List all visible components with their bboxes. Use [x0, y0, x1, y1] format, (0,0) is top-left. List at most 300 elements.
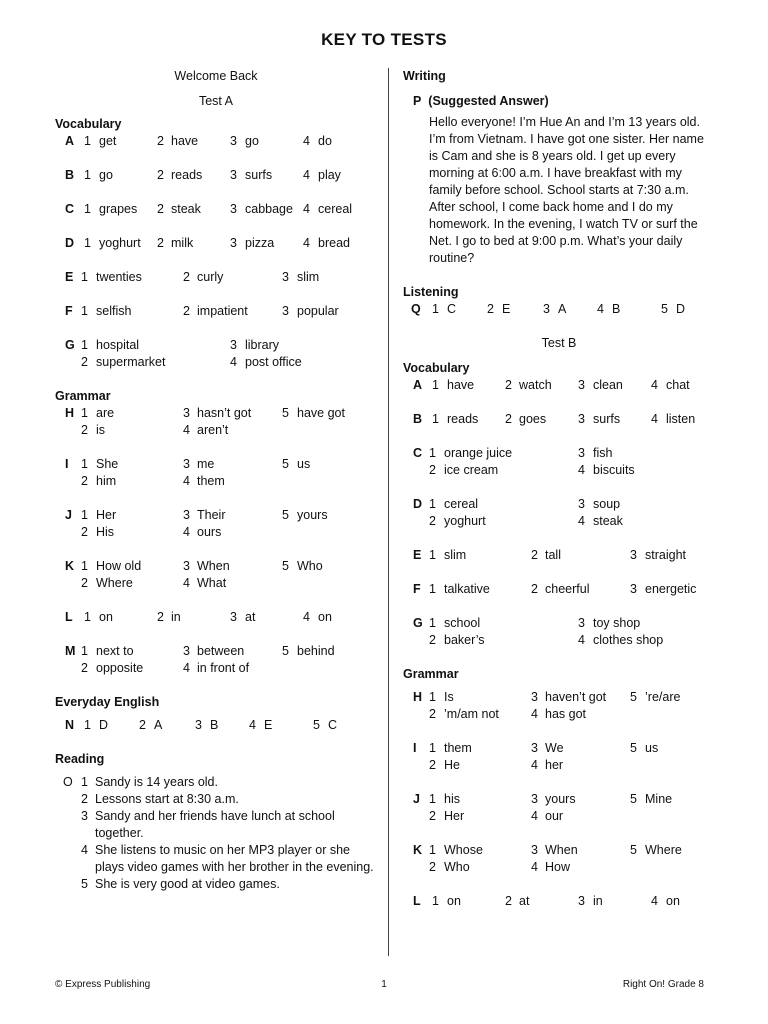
item-number: 2 — [157, 610, 164, 624]
question-h — [403, 689, 715, 723]
item-number: 2 — [157, 134, 164, 148]
answer-line — [55, 422, 377, 439]
answer-text: me — [197, 457, 215, 471]
answer-text: them — [197, 474, 225, 488]
item-number: 2 — [505, 412, 512, 426]
answer-text: A — [154, 718, 163, 732]
answer-line — [403, 496, 715, 513]
item-number: 1 — [84, 168, 91, 182]
item-number: 5 — [282, 559, 289, 573]
item-number: 3 — [578, 446, 585, 460]
answer-line — [55, 354, 377, 371]
item-number: 2 — [157, 202, 164, 216]
answer-text: Where — [96, 576, 133, 590]
item-number: 1 — [81, 304, 88, 318]
item-number: 3 — [230, 202, 237, 216]
answer-text: Where — [645, 843, 682, 857]
question-letter: B — [65, 168, 75, 182]
answer-text: clean — [593, 378, 623, 392]
item-number: 3 — [578, 412, 585, 426]
answer-text: surfs — [593, 412, 621, 426]
answer-text: impatient — [197, 304, 248, 318]
question-j — [55, 507, 377, 541]
question-letter: G — [413, 616, 423, 630]
item-number: 3 — [230, 236, 237, 250]
reading-answer — [55, 774, 377, 791]
item-number: 1 — [429, 792, 436, 806]
item-number: 3 — [183, 508, 190, 522]
answer-text: us — [645, 741, 659, 755]
test-a-title: Test A — [198, 94, 234, 108]
item-number: 2 — [81, 423, 88, 437]
reading-answer — [55, 876, 377, 893]
item-number: 1 — [432, 894, 439, 908]
item-number: 4 — [303, 168, 310, 182]
item-number: 1 — [429, 843, 436, 857]
answer-text: Lessons start at 8:30 a.m. — [95, 792, 239, 806]
item-number: 1 — [429, 741, 436, 755]
answer-line — [55, 235, 377, 252]
item-number: 4 — [303, 236, 310, 250]
item-number: 4 — [303, 202, 310, 216]
item-number: 3 — [531, 741, 538, 755]
item-number: 3 — [531, 843, 538, 857]
item-number: 3 — [230, 338, 237, 352]
writing-heading: Writing — [403, 69, 446, 83]
answer-text: B — [612, 302, 621, 316]
item-number: 2 — [157, 168, 164, 182]
item-number: 2 — [505, 378, 512, 392]
item-number: 5 — [282, 406, 289, 420]
item-number: 1 — [84, 236, 91, 250]
grammar-heading: Grammar — [55, 389, 111, 403]
question-letter: E — [65, 270, 74, 284]
item-number: 3 — [531, 792, 538, 806]
question-j — [403, 791, 715, 825]
question-i — [55, 456, 377, 490]
answer-text: surfs — [245, 168, 273, 182]
answer-line — [403, 615, 715, 632]
everyday-english-heading: Everyday English — [55, 695, 160, 709]
answer-text: He — [444, 758, 460, 772]
answer-text: steak — [171, 202, 201, 216]
right-column — [403, 68, 715, 927]
answer-text: How — [545, 860, 571, 874]
answer-text: selfish — [96, 304, 132, 318]
item-number: 3 — [543, 302, 550, 316]
item-number: 3 — [531, 690, 538, 704]
answer-text: curly — [197, 270, 224, 284]
item-number: 2 — [429, 860, 436, 874]
item-number: 2 — [81, 525, 88, 539]
answer-text: have — [447, 378, 475, 392]
writing-suggested-answer: Hello everyone! I’m Hue An and I’m 13 years old. I’m from Vietnam. I have got one sister. Her name is Cam and she is 8 years old. I get up every morning at 6:00 a.m. I have breakfast with my family before school. School starts at 7:30 a.m. After school, I come back home and I do my homework. In the evening, I watch TV or surf the Net. I go to bed at 9:00 p.m. What’s your daily routine? — [429, 115, 704, 265]
answer-text: Their — [197, 508, 226, 522]
item-number: 4 — [531, 809, 538, 823]
answer-text: chat — [666, 378, 690, 392]
answer-text: ’m/am not — [444, 707, 499, 721]
item-number: 2 — [487, 302, 494, 316]
reading-answer — [55, 842, 377, 876]
answer-text: yoghurt — [444, 514, 486, 528]
item-number: 4 — [531, 758, 538, 772]
item-number: 2 — [183, 270, 190, 284]
answer-line — [403, 706, 715, 723]
answer-text: biscuits — [593, 463, 635, 477]
question-b — [403, 411, 715, 428]
item-number: 1 — [429, 446, 436, 460]
answer-line — [403, 301, 715, 318]
answer-text: play — [318, 168, 341, 182]
answer-text: yours — [297, 508, 328, 522]
question-letter: H — [65, 406, 75, 420]
answer-line — [55, 405, 377, 422]
question-letter: J — [65, 508, 72, 522]
answer-line — [403, 791, 715, 808]
answer-text: school — [444, 616, 481, 630]
item-number: 1 — [81, 457, 88, 471]
question-l — [55, 609, 377, 626]
answer-text: in front of — [197, 661, 250, 675]
answer-line — [55, 269, 377, 286]
question-e — [403, 547, 715, 564]
question-letter: L — [413, 894, 421, 908]
question-d — [55, 235, 377, 252]
answer-text: twenties — [96, 270, 142, 284]
test-a-vocabulary — [55, 133, 377, 371]
answer-line — [55, 558, 377, 575]
item-number: 3 — [230, 610, 237, 624]
test-a-reading — [55, 774, 377, 893]
item-number: 1 — [84, 202, 91, 216]
answer-text: reads — [447, 412, 479, 426]
item-number: 1 — [81, 559, 88, 573]
item-number: 1 — [81, 270, 88, 284]
answer-line — [55, 167, 377, 184]
answer-text: What — [197, 576, 227, 590]
answer-text: D — [99, 718, 109, 732]
answer-text: have got — [297, 406, 345, 420]
item-number: 4 — [183, 661, 190, 675]
answer-text: cheerful — [545, 582, 590, 596]
item-number: 3 — [578, 378, 585, 392]
vocabulary-heading-b: Vocabulary — [403, 361, 470, 375]
answer-text: toy shop — [593, 616, 641, 630]
test-b-title: Test B — [541, 336, 577, 350]
item-number: 4 — [578, 514, 585, 528]
question-letter: J — [413, 792, 420, 806]
item-number: 1 — [81, 775, 88, 789]
answer-text: Is — [444, 690, 454, 704]
question-letter: E — [413, 548, 422, 562]
answer-text: We — [545, 741, 564, 755]
item-number: 1 — [432, 302, 439, 316]
item-number: 5 — [661, 302, 668, 316]
answer-text: ice cream — [444, 463, 499, 477]
answer-text: tall — [545, 548, 561, 562]
answer-text: between — [197, 644, 245, 658]
answer-text: him — [96, 474, 117, 488]
answer-line — [403, 859, 715, 876]
answer-text: Sandy and her friends have lunch at school together. — [95, 809, 335, 840]
answer-text: on — [666, 894, 680, 908]
question-b — [55, 167, 377, 184]
question-k — [55, 558, 377, 592]
answer-text: are — [96, 406, 115, 420]
question-letter: F — [65, 304, 73, 318]
answer-text: slim — [444, 548, 467, 562]
item-number: 5 — [282, 644, 289, 658]
answer-line — [403, 513, 715, 530]
item-number: 5 — [630, 690, 637, 704]
answer-text: She listens to music on her MP3 player or she plays video games with her brother in the evening. — [95, 843, 374, 874]
question-letter: G — [65, 338, 75, 352]
item-number: 2 — [81, 355, 88, 369]
item-number: 4 — [531, 860, 538, 874]
answer-text: reads — [171, 168, 203, 182]
answer-text: She — [96, 457, 119, 471]
item-number: 1 — [84, 718, 91, 732]
answer-text: do — [318, 134, 332, 148]
reading-answer — [55, 791, 377, 808]
question-h — [55, 405, 377, 439]
page-title: KEY TO TESTS — [321, 30, 447, 49]
question-q — [403, 301, 715, 318]
item-number: 1 — [432, 378, 439, 392]
item-number: 4 — [651, 412, 658, 426]
footer-page-number: 1 — [381, 979, 387, 990]
item-number: 3 — [282, 270, 289, 284]
section-title: Welcome Back — [174, 69, 258, 83]
item-number: 5 — [81, 877, 88, 891]
question-c — [403, 445, 715, 479]
item-number: 3 — [578, 497, 585, 511]
question-letter: F — [413, 582, 421, 596]
reading-answer — [55, 808, 377, 842]
answer-line — [55, 575, 377, 592]
answer-text: haven’t got — [545, 690, 607, 704]
answer-line — [403, 411, 715, 428]
answer-line — [55, 456, 377, 473]
item-number: 4 — [651, 378, 658, 392]
answer-text: next to — [96, 644, 134, 658]
answer-line — [55, 303, 377, 320]
question-letter: A — [65, 134, 75, 148]
item-number: 1 — [84, 134, 91, 148]
item-number: 4 — [183, 525, 190, 539]
answer-text: How old — [96, 559, 142, 573]
item-number: 1 — [81, 338, 88, 352]
item-number: 3 — [81, 809, 88, 823]
answer-text: C — [447, 302, 457, 316]
item-number: 3 — [230, 168, 237, 182]
answer-text: yours — [545, 792, 576, 806]
question-letter: I — [65, 457, 69, 471]
question-k — [403, 842, 715, 876]
answer-text: in — [171, 610, 181, 624]
answer-text: grapes — [99, 202, 138, 216]
answer-text: popular — [297, 304, 339, 318]
answer-text: have — [171, 134, 199, 148]
answer-line — [403, 462, 715, 479]
item-number: 3 — [230, 134, 237, 148]
question-g — [403, 615, 715, 649]
item-number: 3 — [578, 894, 585, 908]
question-letter: D — [65, 236, 75, 250]
item-number: 2 — [429, 707, 436, 721]
item-number: 4 — [531, 707, 538, 721]
question-o — [55, 774, 377, 893]
test-a-listening — [403, 301, 715, 318]
answer-text: on — [99, 610, 113, 624]
test-a-everyday-english — [55, 717, 377, 734]
item-number: 2 — [429, 463, 436, 477]
item-number: 1 — [81, 508, 88, 522]
answer-text: C — [328, 718, 338, 732]
answer-text: get — [99, 134, 117, 148]
answer-text: E — [502, 302, 511, 316]
answer-text: in — [593, 894, 603, 908]
answer-line — [403, 740, 715, 757]
answer-text: listen — [666, 412, 696, 426]
answer-line — [403, 689, 715, 706]
question-letter: L — [65, 610, 73, 624]
test-a-grammar — [55, 405, 377, 677]
answer-text: His — [96, 525, 115, 539]
item-number: 5 — [630, 741, 637, 755]
left-column — [55, 68, 377, 893]
listening-heading: Listening — [403, 285, 459, 299]
answer-line — [55, 643, 377, 660]
item-number: 1 — [429, 497, 436, 511]
item-number: 4 — [81, 843, 88, 857]
item-number: 3 — [183, 644, 190, 658]
answer-line — [55, 524, 377, 541]
question-a — [55, 133, 377, 150]
item-number: 1 — [429, 690, 436, 704]
answer-text: clothes shop — [593, 633, 664, 647]
answer-line — [403, 757, 715, 774]
item-number: 4 — [183, 423, 190, 437]
question-letter: N — [65, 718, 75, 732]
answer-text: milk — [171, 236, 194, 250]
answer-text: Mine — [645, 792, 673, 806]
question-m — [55, 643, 377, 677]
column-divider — [388, 68, 389, 956]
question-letter: K — [65, 559, 75, 573]
answer-line — [403, 547, 715, 564]
item-number: 4 — [303, 610, 310, 624]
answer-line — [403, 581, 715, 598]
writing-subheading — [413, 93, 715, 110]
suggested-answer-label: (Suggested Answer) — [428, 94, 549, 108]
item-number: 4 — [578, 463, 585, 477]
item-number: 5 — [630, 792, 637, 806]
question-letter: I — [413, 741, 417, 755]
answer-text: us — [297, 457, 311, 471]
item-number: 4 — [230, 355, 237, 369]
answer-text: cereal — [318, 202, 353, 216]
question-f — [55, 303, 377, 320]
answer-text: supermarket — [96, 355, 166, 369]
answer-text: library — [245, 338, 280, 352]
item-number: 5 — [282, 508, 289, 522]
question-letter: B — [413, 412, 423, 426]
answer-line — [55, 717, 377, 734]
item-number: 3 — [183, 406, 190, 420]
answer-text: on — [318, 610, 332, 624]
answer-text: Her — [444, 809, 465, 823]
answer-text: Whose — [444, 843, 483, 857]
item-number: 1 — [84, 610, 91, 624]
answer-line — [403, 377, 715, 394]
item-number: 4 — [303, 134, 310, 148]
item-number: 3 — [183, 559, 190, 573]
answer-line — [55, 133, 377, 150]
answer-text: A — [558, 302, 567, 316]
footer-publisher: © Express Publishing — [55, 979, 151, 990]
footer-book-title: Right On! Grade 8 — [622, 979, 704, 990]
question-letter: M — [65, 644, 76, 658]
item-number: 3 — [630, 582, 637, 596]
test-b-grammar — [403, 689, 715, 910]
question-letter: C — [65, 202, 75, 216]
question-l — [403, 893, 715, 910]
answer-text: yoghurt — [99, 236, 141, 250]
answer-line — [403, 445, 715, 462]
vocabulary-heading: Vocabulary — [55, 117, 122, 131]
answer-text: steak — [593, 514, 623, 528]
answer-text: hasn’t got — [197, 406, 252, 420]
answer-text: ’re/are — [645, 690, 681, 704]
answer-text: B — [210, 718, 219, 732]
item-number: 5 — [630, 843, 637, 857]
item-number: 2 — [531, 548, 538, 562]
answer-text: goes — [519, 412, 547, 426]
item-number: 1 — [432, 412, 439, 426]
item-number: 1 — [429, 548, 436, 562]
answer-text: cabbage — [245, 202, 293, 216]
answer-text: on — [447, 894, 461, 908]
answer-text: Sandy is 14 years old. — [95, 775, 218, 789]
test-b-vocabulary — [403, 377, 715, 649]
answer-text: watch — [519, 378, 552, 392]
answer-line — [403, 808, 715, 825]
answer-text: go — [99, 168, 113, 182]
answer-line — [403, 632, 715, 649]
answer-text: baker’s — [444, 633, 485, 647]
question-letter: H — [413, 690, 423, 704]
question-n — [55, 717, 377, 734]
item-number: 1 — [81, 406, 88, 420]
answer-text: When — [197, 559, 230, 573]
answer-text: Who — [444, 860, 470, 874]
answer-line — [403, 842, 715, 859]
item-number: 5 — [313, 718, 320, 732]
item-number: 2 — [531, 582, 538, 596]
answer-text: energetic — [645, 582, 697, 596]
question-letter: O — [63, 775, 73, 789]
answer-text: has got — [545, 707, 587, 721]
answer-text: D — [676, 302, 686, 316]
answer-text: his — [444, 792, 460, 806]
question-letter: A — [413, 378, 423, 392]
answer-text: soup — [593, 497, 621, 511]
item-number: 3 — [282, 304, 289, 318]
answer-line — [55, 507, 377, 524]
answer-text: fish — [593, 446, 613, 460]
reading-heading: Reading — [55, 752, 105, 766]
